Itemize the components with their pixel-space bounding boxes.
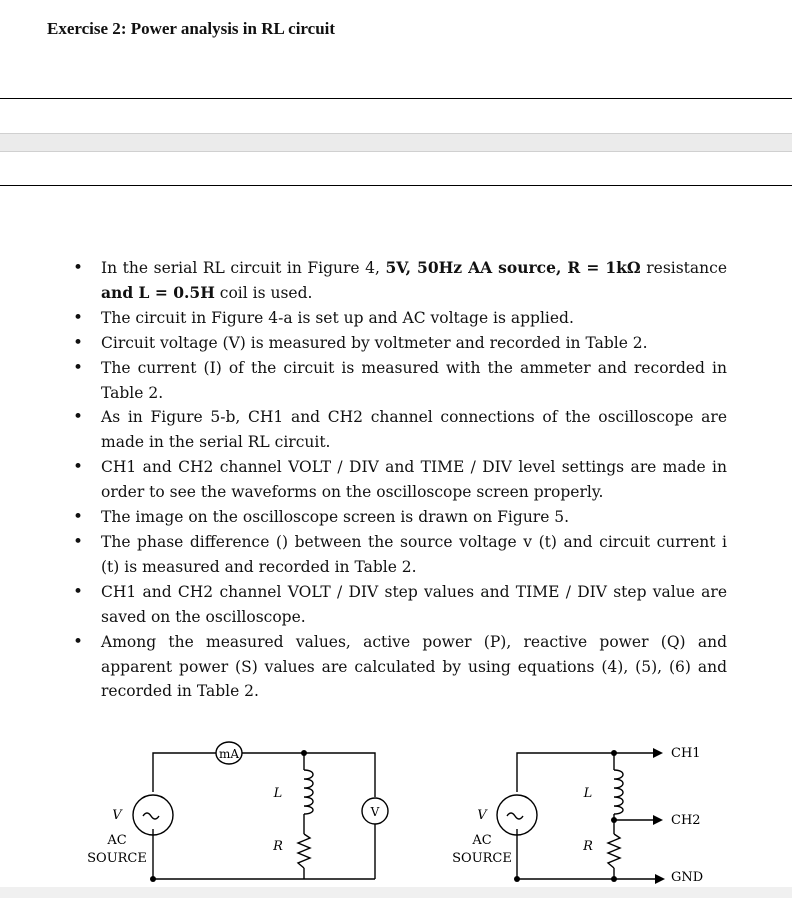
list-item: • CH1 and CH2 channel VOLT / DIV and TIME / DIV level settings are made in order to see the waveforms on the oscilloscope screen properly.: [77, 455, 727, 505]
junction-dot: [301, 750, 307, 756]
inductor-symbol: [614, 770, 623, 814]
source-label-line2: SOURCE: [87, 851, 147, 866]
divider-line-bottom: [0, 185, 792, 186]
inductor-symbol: [304, 770, 313, 814]
exercise-title-rest: : Power analysis in RL circuit: [120, 19, 336, 38]
list-item: • The current (I) of the circuit is measured with the ammeter and recorded in Table 2.: [77, 356, 727, 406]
sine-icon: [143, 813, 159, 819]
ch2-label: CH2: [671, 813, 701, 828]
circuit-b: [497, 753, 663, 879]
gnd-label: GND: [671, 870, 704, 885]
list-item: • The circuit in Figure 4-a is set up and AC voltage is applied.: [77, 306, 727, 331]
source-voltage-label: V: [112, 808, 122, 823]
list-item: • In the serial RL circuit in Figure 4, 5V, 50Hz AA source, R = 1kΩ resistance and L = 0.5H coil is used.: [77, 256, 727, 306]
divider-line-top: [0, 98, 792, 99]
circuit-figures: [0, 730, 792, 888]
list-item: • CH1 and CH2 channel VOLT / DIV step values and TIME / DIV step value are saved on the oscilloscope.: [77, 580, 727, 630]
junction-dot: [150, 876, 156, 882]
inductor-label: L: [583, 786, 593, 801]
inductor-label: L: [273, 786, 283, 801]
wire: [242, 753, 375, 797]
wire: [153, 753, 216, 792]
resistor-symbol: [298, 834, 310, 868]
ch1-arrow-icon: [653, 748, 663, 758]
source-voltage-label: V: [477, 808, 487, 823]
junction-dot: [611, 817, 617, 823]
resistor-label: R: [273, 839, 283, 854]
gnd-arrow-icon: [655, 874, 665, 884]
page-bottom-edge: [0, 887, 792, 898]
list-item: • The image on the oscilloscope screen is drawn on Figure 5.: [77, 505, 727, 530]
source-label-line2: SOURCE: [452, 851, 512, 866]
list-item: • The phase difference () between the source voltage v (t) and circuit current i (t) is measured and recorded in Table 2.: [77, 530, 727, 580]
procedure-list: [77, 256, 727, 704]
resistor-symbol: [608, 834, 620, 868]
list-item: • Circuit voltage (V) is measured by voltmeter and recorded in Table 2.: [77, 331, 727, 356]
ammeter-label: mA: [218, 747, 240, 761]
junction-dot: [611, 750, 617, 756]
sine-icon: [507, 813, 523, 819]
junction-dot: [611, 876, 617, 882]
source-label-line1: AC: [472, 833, 492, 848]
circuit-a: [133, 742, 388, 879]
source-label-line1: AC: [107, 833, 127, 848]
exercise-title: [47, 19, 335, 39]
ch1-label: CH1: [671, 746, 701, 761]
list-item: • Among the measured values, active power (P), reactive power (Q) and apparent power (S) values are calculated by using equations (4), (5), (6) and recorded in Table 2.: [77, 630, 727, 705]
junction-dot: [514, 876, 520, 882]
exercise-title-prefix: Exercise 2: [47, 19, 121, 38]
gray-band: [0, 133, 792, 152]
voltmeter-label: V: [370, 805, 380, 819]
resistor-label: R: [583, 839, 593, 854]
list-item: • As in Figure 5-b, CH1 and CH2 channel connections of the oscilloscope are made in the serial RL circuit.: [77, 405, 727, 455]
ch2-arrow-icon: [653, 815, 663, 825]
